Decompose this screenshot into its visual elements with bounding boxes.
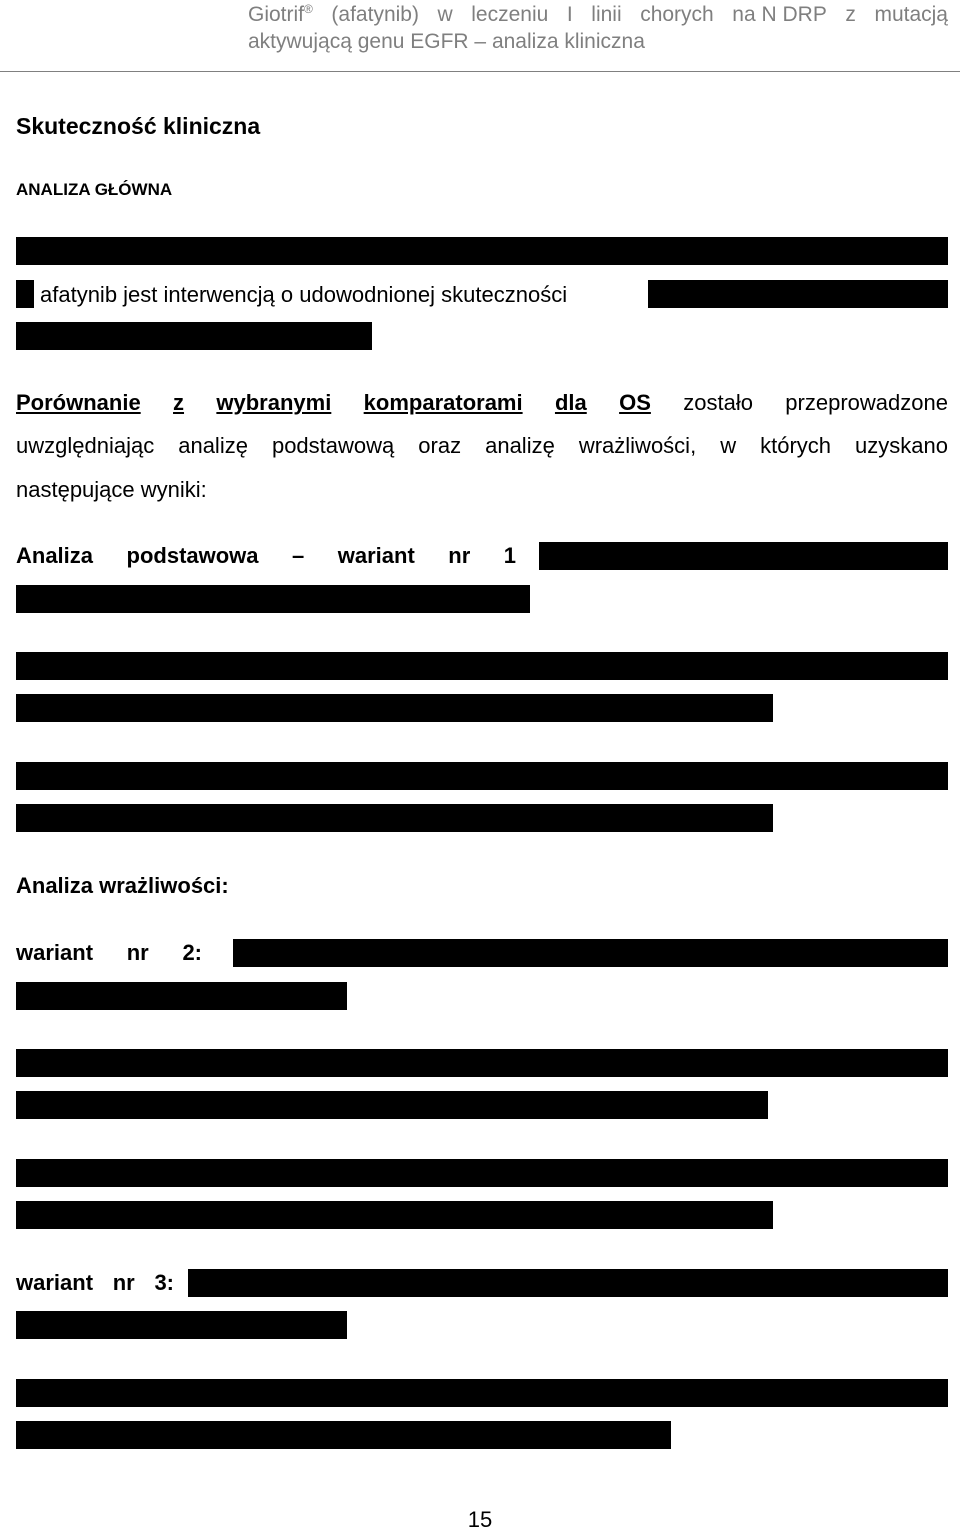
comparison-word: w [720, 433, 737, 458]
redacted-block [16, 1159, 948, 1187]
page-number: 15 [467, 1507, 493, 1532]
header-word: w [437, 3, 453, 26]
base-analysis-heading [16, 543, 516, 569]
comparison-word: których [760, 433, 832, 458]
header-word: chorych [640, 3, 714, 26]
heading-word: Analiza [16, 543, 94, 568]
section-title: Skuteczność kliniczna [16, 113, 261, 139]
redacted-block [648, 280, 948, 308]
sensitivity-heading: Analiza wrażliwości: [16, 873, 229, 898]
redacted-block [233, 939, 948, 967]
redacted-block [16, 762, 948, 790]
subsection-title: ANALIZA GŁÓWNA [16, 180, 173, 199]
redacted-block [16, 322, 372, 350]
redacted-block [16, 237, 948, 265]
redacted-block [16, 982, 347, 1010]
redacted-block [16, 694, 773, 722]
comparison-word: analizę [485, 433, 555, 458]
redacted-block [16, 585, 530, 613]
variant-word: 2: [182, 940, 202, 965]
redacted-block [16, 1421, 671, 1449]
variant-word: wariant [16, 1270, 94, 1295]
heading-word: 1 [503, 543, 516, 568]
heading-word: nr [448, 543, 471, 568]
comparison-word: przeprowadzone [785, 390, 948, 415]
redacted-block [16, 1049, 948, 1077]
redacted-block [16, 1379, 948, 1407]
variant-3-label [16, 1270, 174, 1296]
comparison-bold-word: wybranymi [216, 390, 332, 415]
header-word: z [845, 3, 856, 26]
header-divider [0, 71, 960, 72]
comparison-line-2 [16, 433, 948, 459]
redacted-block [188, 1269, 948, 1297]
comparison-bold-word: Porównanie [16, 390, 141, 415]
comparison-word: oraz [418, 433, 462, 458]
header-word: linii [591, 3, 622, 26]
heading-word: podstawowa [126, 543, 259, 568]
header-brand: Giotrif® [248, 2, 313, 26]
variant-word: wariant [16, 940, 94, 965]
comparison-line-3: następujące wyniki: [16, 477, 207, 502]
variant-2-label [16, 940, 202, 966]
comparison-word: podstawową [271, 433, 395, 458]
header-word: (afatynib) [331, 3, 419, 26]
main-statement: afatynib jest interwencją o udowodnionej skuteczności [40, 282, 568, 307]
header-word: leczeniu [471, 3, 549, 26]
redacted-block [539, 542, 948, 570]
comparison-word: zostało [683, 390, 753, 415]
header-word: mutacją [874, 3, 948, 26]
comparison-bold-word: dla [554, 390, 587, 415]
redacted-block [16, 280, 34, 308]
heading-word: wariant [337, 543, 415, 568]
variant-word: 3: [154, 1270, 174, 1295]
comparison-bold-word: OS [619, 390, 651, 415]
running-header-line1 [248, 2, 948, 28]
redacted-block [16, 1091, 768, 1119]
comparison-bold-word: komparatorami [363, 390, 523, 415]
comparison-bold-word: z [173, 390, 185, 415]
redacted-block [16, 1311, 347, 1339]
comparison-word: analizę [178, 433, 248, 458]
redacted-block [16, 652, 948, 680]
comparison-line-1 [16, 390, 948, 416]
redacted-block [16, 1201, 773, 1229]
variant-word: nr [112, 1270, 135, 1295]
header-word: I [566, 3, 573, 26]
variant-word: nr [126, 940, 149, 965]
comparison-word: uzyskano [855, 433, 948, 458]
comparison-word: wrażliwości, [578, 433, 697, 458]
running-header-line2: aktywującą genu EGFR – analiza kliniczna [248, 30, 645, 53]
redacted-block [16, 804, 773, 832]
heading-word: – [292, 543, 305, 568]
comparison-word: uwzględniając [16, 433, 155, 458]
header-word: na N DRP [732, 3, 827, 26]
